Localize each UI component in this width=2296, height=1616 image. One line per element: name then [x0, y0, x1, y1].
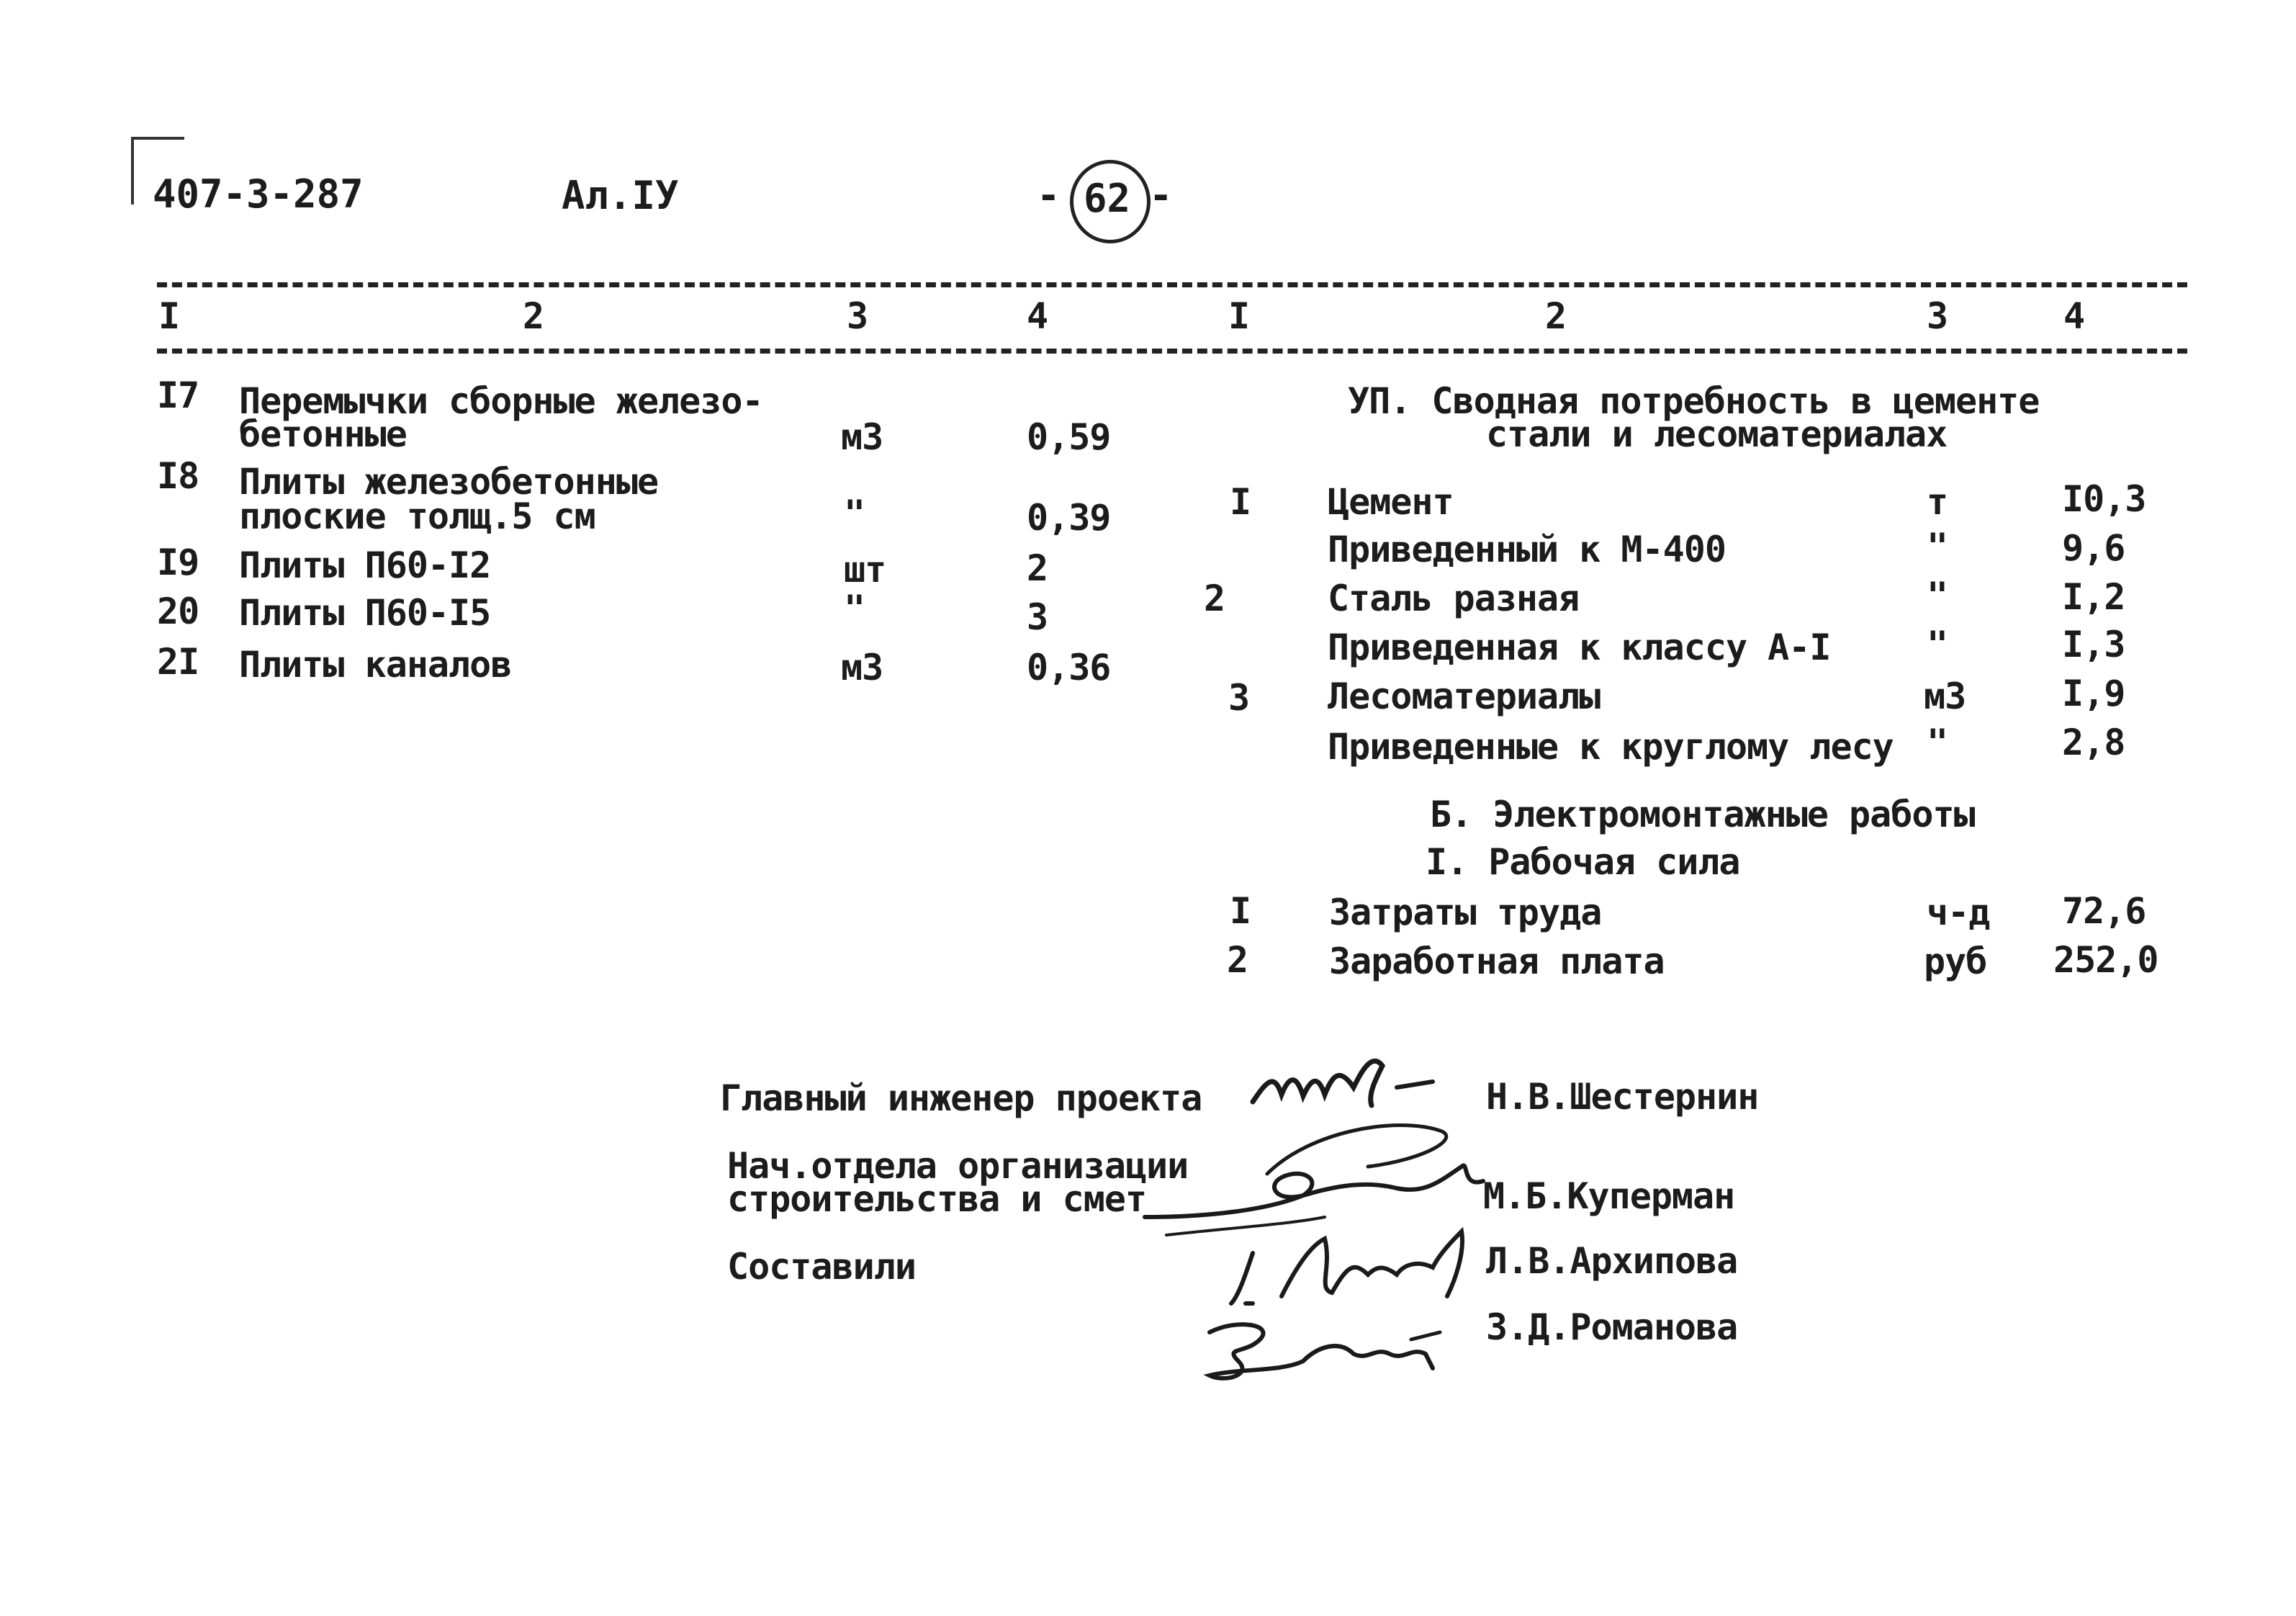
row-qty: 2: [1027, 547, 1048, 589]
row-name: Плиты каналов: [239, 644, 512, 686]
row-qty: 72,6: [2062, 890, 2146, 932]
col-header-4-right: 4: [2063, 295, 2085, 337]
row-name: Плиты П60-I2: [239, 544, 491, 586]
department-label: Нач.отдела организации: [727, 1145, 1189, 1187]
row-number: I: [1230, 481, 1251, 523]
col-header-3-right: 3: [1927, 295, 1948, 337]
row-name: бетонные: [239, 413, 407, 455]
row-qty: I0,3: [2062, 478, 2146, 520]
row-name: Лесоматериалы: [1328, 675, 1601, 717]
row-unit: ": [1927, 722, 1948, 763]
row-qty: I,2: [2062, 576, 2125, 618]
row-number: I8: [157, 455, 199, 497]
col-header-4: 4: [1027, 295, 1048, 337]
row-number: I7: [157, 374, 199, 416]
col-header-3: 3: [847, 295, 868, 337]
section-title: стали и лесоматериалах: [1486, 413, 1948, 455]
row-unit: ч-д: [1927, 892, 1990, 933]
row-unit: ": [1927, 575, 1948, 616]
row-qty: I,9: [2062, 673, 2125, 714]
col-header-1: I: [158, 295, 180, 337]
compiler-name: Л.В.Архипова: [1486, 1240, 1738, 1282]
row-number: I: [1230, 890, 1251, 932]
col-header-2: 2: [523, 295, 544, 337]
row-name: Перемычки сборные железо-: [239, 380, 763, 422]
page-dash-right: -: [1149, 173, 1173, 218]
row-unit: ": [844, 588, 865, 629]
row-qty: 3: [1027, 596, 1048, 638]
chief-engineer-label: Главный инженер проекта: [720, 1077, 1202, 1119]
row-unit: т: [1927, 481, 1948, 523]
album-label: Ал.IУ: [562, 173, 679, 218]
table-header-rule: [157, 349, 2187, 354]
compiled-label: Составили: [727, 1246, 916, 1288]
page-dash-left: -: [1037, 173, 1061, 218]
row-qty: 2,8: [2062, 722, 2125, 763]
section-b-subtitle: I. Рабочая сила: [1426, 841, 1740, 883]
row-name: Приведенный к М-400: [1328, 529, 1726, 570]
row-unit: шт: [844, 549, 886, 591]
row-unit: м3: [1924, 675, 1966, 717]
row-number: 2: [1204, 578, 1225, 619]
row-number: 2: [1227, 939, 1248, 981]
row-number: 3: [1228, 677, 1250, 719]
row-unit: ": [844, 493, 865, 534]
col-header-2-right: 2: [1545, 295, 1567, 337]
row-unit: руб: [1924, 941, 1987, 982]
chief-engineer-name: Н.В.Шестернин: [1486, 1076, 1759, 1118]
row-unit: м3: [841, 647, 883, 688]
row-name: Сталь разная: [1328, 578, 1580, 619]
row-qty: 0,59: [1027, 416, 1111, 458]
section-title: УП. Сводная потребность в цементе: [1348, 380, 2040, 422]
row-number: 20: [157, 591, 199, 632]
row-name: Цемент: [1328, 481, 1454, 523]
row-name: Приведенная к классу А-I: [1328, 627, 1831, 668]
section-b-title: Б. Электромонтажные работы: [1430, 794, 1975, 835]
col-header-1-right: I: [1228, 295, 1250, 337]
row-qty: 0,36: [1027, 647, 1111, 688]
row-unit: м3: [841, 416, 883, 458]
table-top-rule: [157, 282, 2187, 287]
department-head-name: М.Б.Куперман: [1483, 1175, 1735, 1217]
row-qty: 252,0: [2053, 939, 2158, 981]
row-number: 2I: [157, 641, 199, 683]
row-unit: ": [1927, 526, 1948, 567]
row-name: Приведенные к круглому лесу: [1328, 726, 1894, 768]
row-qty: I,3: [2062, 624, 2125, 665]
row-name: Затраты труда: [1329, 892, 1602, 933]
department-label: строительства и смет: [727, 1178, 1147, 1220]
row-name: Плиты железобетонные: [239, 461, 659, 503]
page-number: 62: [1084, 176, 1131, 221]
row-name: Плиты П60-I5: [239, 592, 491, 634]
row-name: плоские толщ.5 см: [239, 495, 595, 537]
row-qty: 0,39: [1027, 497, 1111, 539]
row-number: I9: [157, 542, 199, 583]
document-number: 407-3-287: [153, 171, 364, 217]
row-name: Заработная плата: [1329, 941, 1665, 982]
signature-compiler-2: [1195, 1303, 1469, 1397]
compiler-name: З.Д.Романова: [1486, 1306, 1738, 1348]
row-qty: 9,6: [2062, 527, 2125, 569]
row-unit: ": [1927, 624, 1948, 665]
